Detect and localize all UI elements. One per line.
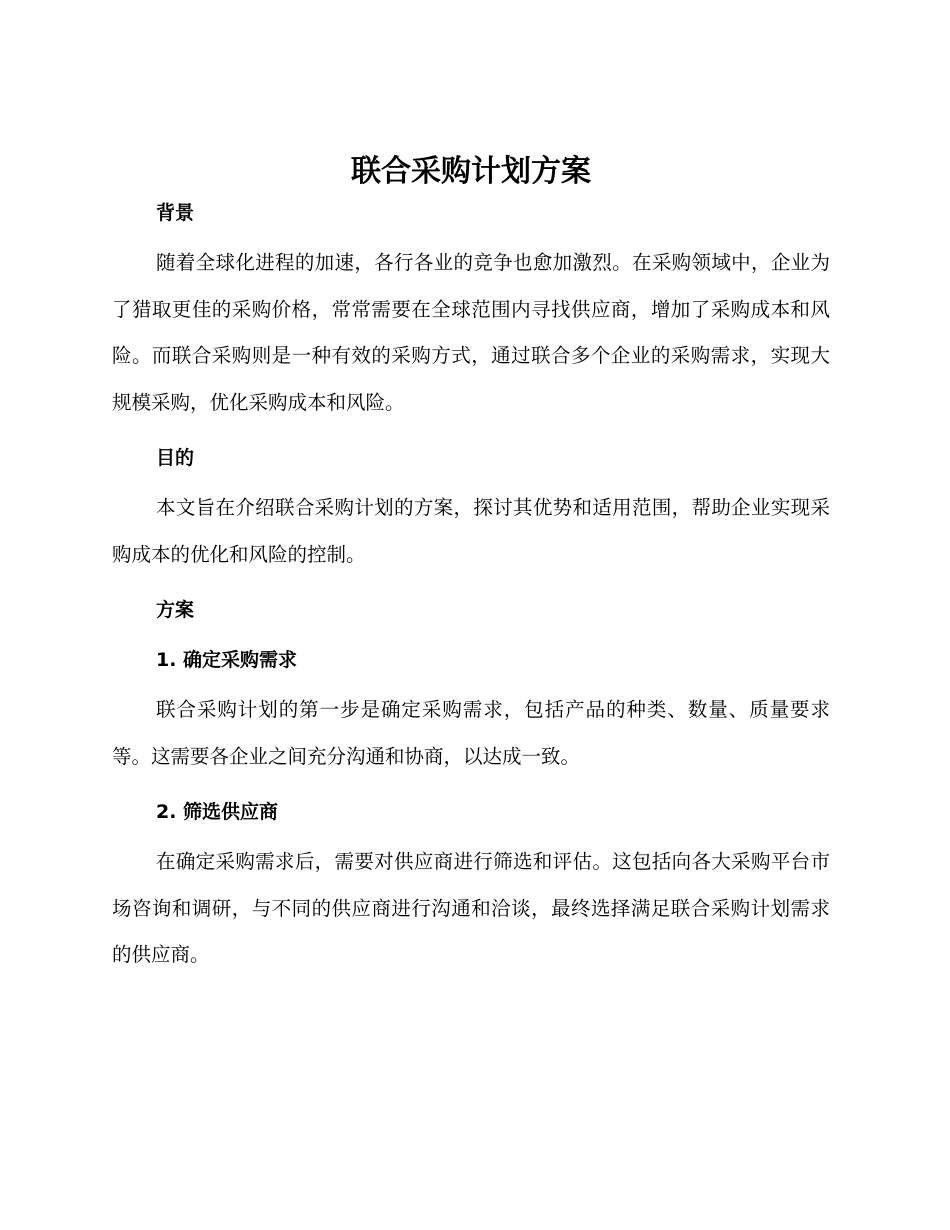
step-text-screen-suppliers: 在确定采购需求后，需要对供应商进行筛选和评估。这包括向各大采购平台市场咨询和调研，与不同的供应商进行沟通和洽谈，最终选择满足联合采购计划需求的供应商。 <box>112 850 830 966</box>
section-heading-plan: 方案 <box>156 599 195 621</box>
step-heading-screen-suppliers: 2. 筛选供应商 <box>156 801 279 823</box>
step-text-confirm-needs: 联合采购计划的第一步是确定采购需求，包括产品的种类、数量、质量要求等。这需要各企业之间充分沟通和协商，以达成一致。 <box>112 698 830 768</box>
step-heading-confirm-needs: 1. 确定采购需求 <box>156 649 298 671</box>
section-text-background: 随着全球化进程的加速，各行各业的竞争也愈加激烈。在采购领域中，企业为了猎取更佳的采购价格，常常需要在全球范围内寻找供应商，增加了采购成本和风险。而联合采购则是一种有效的采购方式，通过联合多个企业的采购需求，实现大规模采购，优化采购成本和风险。 <box>112 251 830 414</box>
document-page <box>112 150 830 998</box>
section-text-purpose: 本文旨在介绍联合采购计划的方案，探讨其优势和适用范围，帮助企业实现采购成本的优化和风险的控制。 <box>112 496 830 566</box>
section-heading-background: 背景 <box>156 202 195 224</box>
document-title: 联合采购计划方案 <box>351 154 591 189</box>
section-heading-purpose: 目的 <box>156 447 195 469</box>
